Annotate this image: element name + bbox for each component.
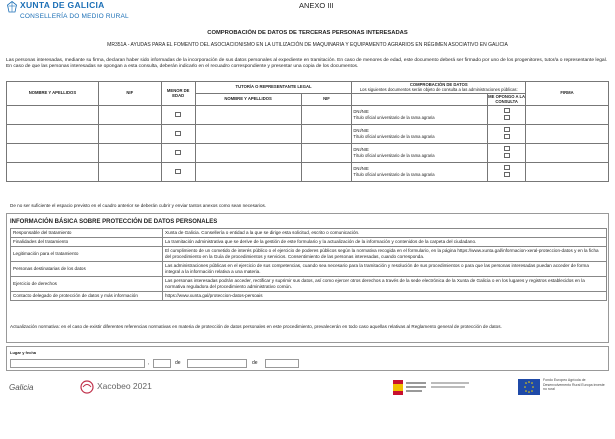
protection-row	[11, 261, 607, 276]
eu-flag-icon	[518, 379, 540, 395]
check-docs-cell	[352, 106, 488, 125]
month-input[interactable]	[187, 359, 247, 368]
comma-separator: ,	[148, 360, 150, 366]
name-cell[interactable]	[7, 163, 99, 182]
minor-cell	[161, 144, 195, 163]
annex-label: ANEXO III	[299, 1, 334, 10]
name-cell[interactable]	[7, 106, 99, 125]
nif-cell[interactable]	[98, 125, 161, 144]
guardian-nif-cell[interactable]	[301, 106, 352, 125]
check-doc-item: Título oficial universitario de la rama agraria	[353, 115, 435, 120]
day-input[interactable]	[153, 359, 171, 368]
protection-row	[11, 237, 607, 246]
check-docs-cell	[352, 125, 488, 144]
minor-checkbox[interactable]	[175, 112, 181, 117]
col-nif-header: NIF	[98, 82, 161, 106]
de-separator-2: de	[252, 360, 258, 366]
guardian-name-cell[interactable]	[195, 106, 301, 125]
check-docs-cell	[352, 144, 488, 163]
table-row	[7, 163, 609, 182]
col-minor-header: MENOR DE EDAD	[161, 82, 195, 106]
oppose-cell	[488, 106, 526, 125]
protection-row	[11, 229, 607, 238]
check-doc-item: DNI/NIE	[353, 147, 369, 153]
check-doc-item: DNI/NIE	[353, 166, 369, 172]
col-check-header	[352, 82, 526, 94]
oppose-checkbox[interactable]	[504, 172, 510, 177]
check-doc-item: Título oficial universitario de la rama agraria	[353, 134, 435, 139]
minor-checkbox[interactable]	[175, 150, 181, 155]
col-guardian-name-header: NOMBRE Y APELLIDOS	[195, 94, 301, 106]
minor-checkbox[interactable]	[175, 131, 181, 136]
oppose-cell	[488, 163, 526, 182]
check-doc-item: DNI/NIE	[353, 128, 369, 134]
document-title: COMPROBACIÓN DE DATOS DE TERCERAS PERSONAS INTERESADAS	[207, 30, 408, 36]
xacobeo-logo: Xacobeo 2021	[97, 381, 152, 391]
table-row	[7, 106, 609, 125]
oppose-cell	[488, 144, 526, 163]
document-header	[6, 1, 610, 28]
protection-value: La tramitación administrativa que se derive de la gestión de este formulario y la actualización de la información y contenidos de la carpeta del ciudadano.	[163, 237, 607, 246]
protection-value: El cumplimiento de un cometido de interés público o el ejercicio de poderes públicos según la normativa recogida en el formulario, en la página https://www.xunta.gal/informacion-xeral-proteccion-datos y en la ficha del procedimiento en la Guía de procedimientos y servicios. Consentimiento de las personas interesadas, cuando corresponda.	[163, 246, 607, 261]
guardian-name-cell[interactable]	[195, 144, 301, 163]
minor-cell	[161, 125, 195, 144]
check-doc-item: Título oficial universitario de la rama agraria	[353, 172, 435, 177]
name-cell[interactable]	[7, 144, 99, 163]
oppose-checkbox[interactable]	[504, 127, 510, 132]
signature-cell[interactable]	[526, 144, 609, 163]
guardian-name-cell[interactable]	[195, 163, 301, 182]
eu-fund-text: Fondo Europeo Agrícola de Desenvolvemento Rural Europa investe no rural	[543, 378, 605, 392]
footer	[0, 374, 615, 439]
protection-key: Ejercicio de derechos	[11, 276, 163, 291]
guardian-name-cell[interactable]	[195, 125, 301, 144]
oppose-checkbox[interactable]	[504, 146, 510, 151]
protection-row	[11, 246, 607, 261]
space-note: De no ser suficiente el espacio previsto en el cuadro anterior se deberán cubrir y enviar tantos anexos como sean necesarios.	[10, 203, 267, 208]
interested-persons-table	[6, 81, 609, 182]
place-date-label: Lugar y fecha	[10, 350, 37, 355]
col-guardian-header: TUTOR/A O REPRESENTANTE LEGAL	[195, 82, 352, 94]
oppose-cell	[488, 125, 526, 144]
guardian-nif-cell[interactable]	[301, 163, 352, 182]
nif-cell[interactable]	[98, 144, 161, 163]
protection-key: Personas destinatarias de los datos	[11, 261, 163, 276]
minor-checkbox[interactable]	[175, 169, 181, 174]
guardian-nif-cell[interactable]	[301, 125, 352, 144]
xacobeo-shell-icon	[80, 380, 94, 394]
name-cell[interactable]	[7, 125, 99, 144]
protection-row	[11, 276, 607, 291]
check-subtitle: Los siguientes documentos serán objeto de consulta a las administraciones públicas:	[359, 86, 518, 92]
oppose-checkbox[interactable]	[504, 108, 510, 113]
brand-title: XUNTA DE GALICIA	[20, 0, 105, 10]
protection-value: https://www.xunta.gal/proteccion-datos-persoais	[163, 291, 607, 300]
procedure-title: MR351A - AYUDAS PARA EL FOMENTO DEL ASOCIACIONISMO EN LA UTILIZACIÓN DE MAQUINARIA Y EQUIPAMENTO AGRARIOS EN RÉGIMEN ASOCIATIVO EN GALICIA	[107, 42, 508, 48]
col-guardian-nif-header: NIF	[301, 94, 352, 106]
protection-value: Las administraciones públicas en el ejercicio de sus competencias, cuando sea necesario para la tramitación y resolución de sus procedimientos o para que las personas interesadas puedan acceder de forma integral a la información relativa a una materia.	[163, 261, 607, 276]
legal-update-text: Actualización normativa: en el caso de existir diferentes referencias normativas en materia de protección de datos personales en este procedimiento, prevalecerán en todo caso aquellas relativas al Reglamento general de protección de datos.	[10, 324, 502, 329]
col-signature-header: FIRMA	[526, 82, 609, 106]
nif-cell[interactable]	[98, 163, 161, 182]
table-row	[7, 125, 609, 144]
table-row	[7, 144, 609, 163]
oppose-checkbox[interactable]	[504, 115, 510, 120]
protection-value: Xunta de Galicia. Consellería o entidad a la que se dirige esta solicitud, escrito o comunicación.	[163, 229, 607, 238]
check-title: COMPROBACIÓN DE DATOS	[409, 81, 468, 87]
col-oppose-header: ME OPONGO A LA CONSULTA	[488, 93, 526, 104]
signature-cell[interactable]	[526, 125, 609, 144]
department-name: CONSELLERÍA DO MEDIO RURAL	[20, 13, 129, 20]
protection-table	[10, 228, 607, 301]
protection-title: INFORMACIÓN BÁSICA SOBRE PROTECCIÓN DE DATOS PERSONALES	[10, 219, 218, 225]
place-date-section	[6, 346, 609, 371]
minor-cell	[161, 106, 195, 125]
oppose-checkbox[interactable]	[504, 153, 510, 158]
protection-value: Las personas interesadas podrán acceder, rectificar y suprimir sus datos, así como ejercer otros derechos a través de la sede electrónica de la Xunta de Galicia o en los lugares y registros establecidos en la normativa reguladora del procedimiento administrativo común.	[163, 276, 607, 291]
signature-cell[interactable]	[526, 106, 609, 125]
galicia-logo: Galicia	[9, 383, 34, 392]
xunta-shell-icon	[7, 1, 17, 13]
check-doc-item: Título oficial universitario de la rama agraria	[353, 153, 435, 158]
de-separator-1: de	[175, 360, 181, 366]
spain-ministry-logo-icon	[393, 377, 479, 399]
col-name-header: NOMBRE Y APELLIDOS	[7, 82, 99, 106]
oppose-checkbox[interactable]	[504, 165, 510, 170]
protection-key: Contacto delegado de protección de datos y más información	[11, 291, 163, 300]
year-input[interactable]	[265, 359, 299, 368]
minor-cell	[161, 163, 195, 182]
data-protection-section	[6, 213, 609, 343]
intro-text: Las personas interesadas, mediante su firma, declaran haber sido informadas de la incorporación de sus datos personales al expediente en tramitación. En caso de menores de edad, este documento deberá ser firmado por uno de los progenitores, tutor/a o representante legal. En caso de que las personas interesadas se opongan a esta consulta, deberán indicarlo en el recuadro correspondiente y presentar una copia de los documentos.	[6, 58, 608, 70]
check-docs-cell	[352, 163, 488, 182]
protection-key: Responsable del tratamiento	[11, 229, 163, 238]
protection-key: Finalidades del tratamiento	[11, 237, 163, 246]
oppose-checkbox[interactable]	[504, 134, 510, 139]
protection-row	[11, 291, 607, 300]
protection-key: Legitimación para el tratamiento	[11, 246, 163, 261]
signature-cell[interactable]	[526, 163, 609, 182]
check-doc-item: DNI/NIE	[353, 109, 369, 115]
col-check-docs-header	[352, 94, 488, 106]
place-input[interactable]	[10, 359, 145, 368]
guardian-nif-cell[interactable]	[301, 144, 352, 163]
eu-feader-logo	[518, 377, 612, 399]
nif-cell[interactable]	[98, 106, 161, 125]
